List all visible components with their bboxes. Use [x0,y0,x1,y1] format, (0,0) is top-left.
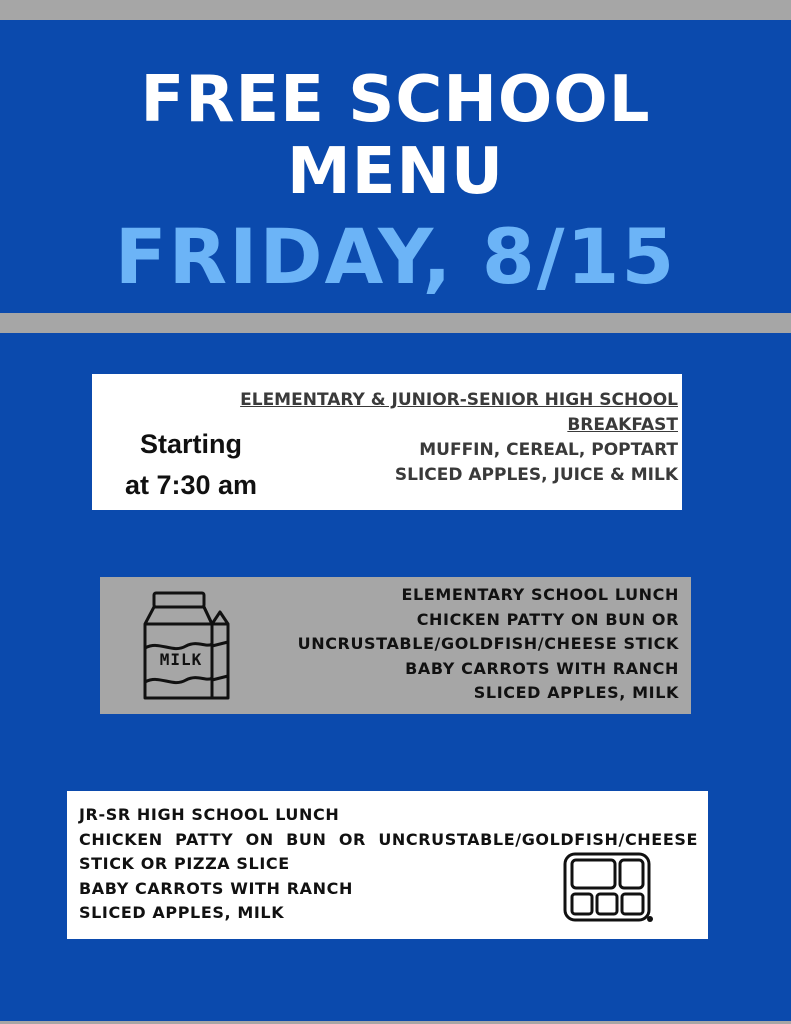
elementary-lunch-item: SLICED APPLES, MILK [473,683,679,702]
title-line-2: MENU [287,135,504,209]
start-line-1: Starting [139,429,242,459]
jrsr-lunch-item: SLICED APPLES, MILK [79,903,285,922]
jrsr-lunch-heading: JR-SR HIGH SCHOOL LUNCH [79,805,340,824]
lunch-tray-icon [562,851,654,925]
breakfast-heading-1: ELEMENTARY & JUNIOR-SENIOR HIGH SCHOOL [240,390,678,410]
start-line-2: at 7:30 am [124,470,258,500]
menu-date: FRIDAY, 8/15 [114,212,677,301]
elementary-lunch-menu [298,583,679,706]
elementary-lunch-heading: ELEMENTARY SCHOOL LUNCH [401,585,679,604]
breakfast-card [92,374,682,510]
breakfast-item: MUFFIN, CEREAL, POPTART [419,440,678,460]
elementary-lunch-item: UNCRUSTABLE/GOLDFISH/CHEESE STICK [297,634,679,653]
elementary-lunch-card [100,577,691,714]
breakfast-item: SLICED APPLES, JUICE & MILK [394,465,678,485]
page-title [0,64,791,208]
milk-carton-icon [142,590,232,702]
milk-icon-label: MILK [159,650,203,669]
top-accent-bar [0,0,791,20]
jrsr-lunch-card [67,791,708,939]
breakfast-menu [240,388,678,488]
title-line-1: FREE SCHOOL [140,63,651,137]
jrsr-lunch-item: CHICKEN PATTY ON BUN OR UNCRUSTABLE/GOLDFISH/CHEESE [79,829,698,849]
breakfast-heading-2: BREAKFAST [567,415,678,435]
elementary-lunch-item: CHICKEN PATTY ON BUN OR [416,609,679,629]
elementary-lunch-item: BABY CARROTS WITH RANCH [405,658,679,678]
middle-accent-bar [0,313,791,333]
jrsr-lunch-item: STICK OR PIZZA SLICE [79,854,290,873]
jrsr-lunch-item: BABY CARROTS WITH RANCH [79,878,353,898]
